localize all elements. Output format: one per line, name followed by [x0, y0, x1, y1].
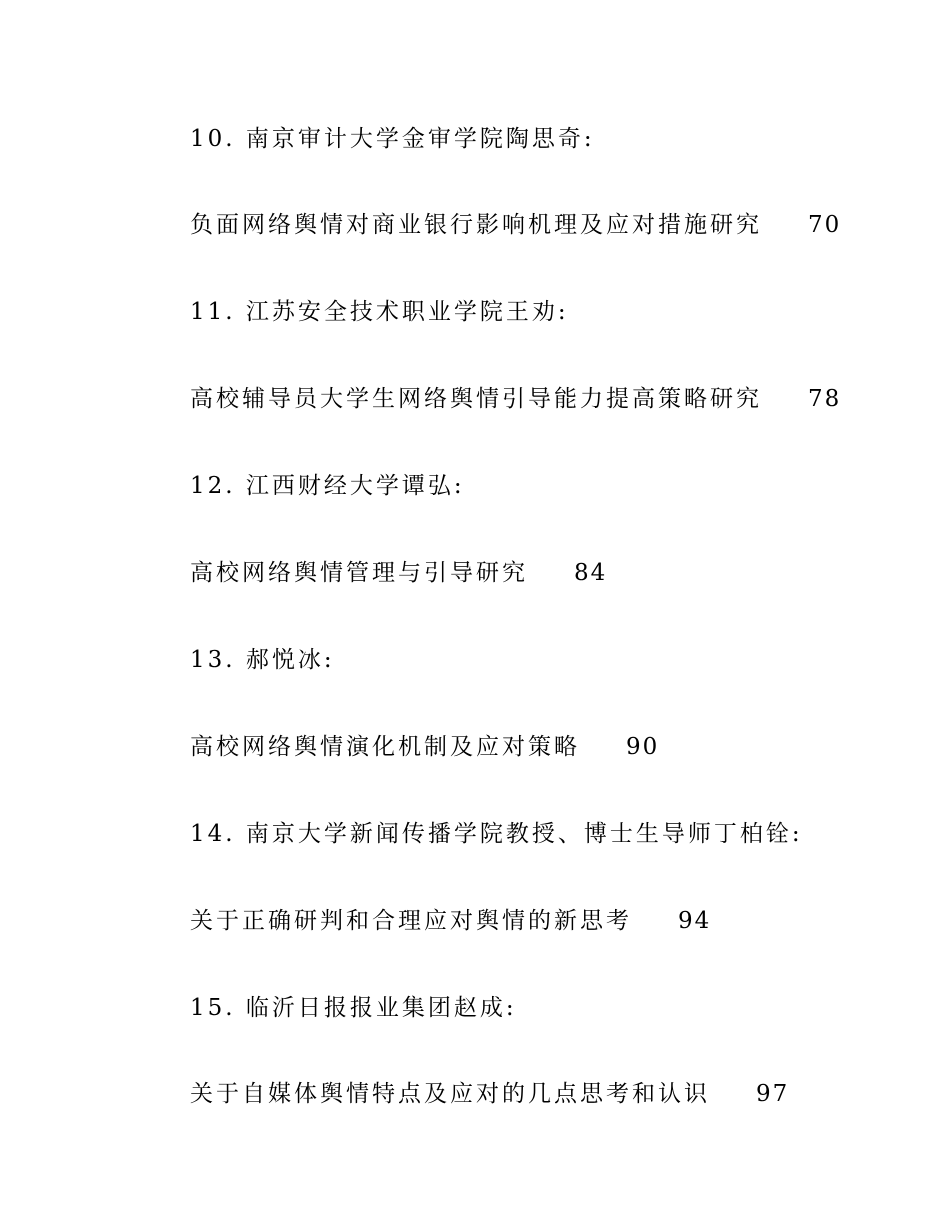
toc-title-line[interactable] [190, 210, 841, 240]
toc-page-number: 90 [626, 734, 660, 760]
toc-author-line [190, 645, 335, 675]
toc-author-line [190, 124, 595, 154]
toc-title[interactable]: 负面网络舆情对商业银行影响机理及应对措施研究 [190, 212, 762, 238]
toc-title[interactable]: 高校辅导员大学生网络舆情引导能力提高策略研究 [190, 386, 762, 412]
toc-author-line [190, 993, 517, 1023]
toc-author: 15. 临沂日报报业集团赵成: [190, 995, 517, 1021]
toc-title-line[interactable] [190, 558, 607, 588]
toc-title-line[interactable] [190, 1079, 789, 1109]
toc-author-line [190, 471, 465, 501]
toc-title[interactable]: 关于自媒体舆情特点及应对的几点思考和认识 [190, 1081, 710, 1107]
toc-author: 13. 郝悦冰: [190, 647, 335, 673]
toc-title[interactable]: 高校网络舆情管理与引导研究 [190, 560, 528, 586]
toc-author: 11. 江苏安全技术职业学院王劝: [190, 299, 569, 325]
toc-author-line [190, 819, 803, 849]
toc-page-number: 84 [574, 560, 608, 586]
toc-author: 10. 南京审计大学金审学院陶思奇: [190, 126, 595, 152]
toc-author: 12. 江西财经大学谭弘: [190, 473, 465, 499]
toc-page-number: 70 [808, 212, 842, 238]
toc-title-line[interactable] [190, 906, 711, 936]
toc-author-line [190, 297, 569, 327]
toc-title-line[interactable] [190, 384, 841, 414]
toc-page-number: 78 [808, 386, 842, 412]
toc-page-number: 94 [678, 908, 712, 934]
toc-author: 14. 南京大学新闻传播学院教授、博士生导师丁柏铨: [190, 821, 803, 847]
toc-title-line[interactable] [190, 732, 659, 762]
toc-page-number: 97 [756, 1081, 790, 1107]
toc-title[interactable]: 高校网络舆情演化机制及应对策略 [190, 734, 580, 760]
toc-title[interactable]: 关于正确研判和合理应对舆情的新思考 [190, 908, 632, 934]
